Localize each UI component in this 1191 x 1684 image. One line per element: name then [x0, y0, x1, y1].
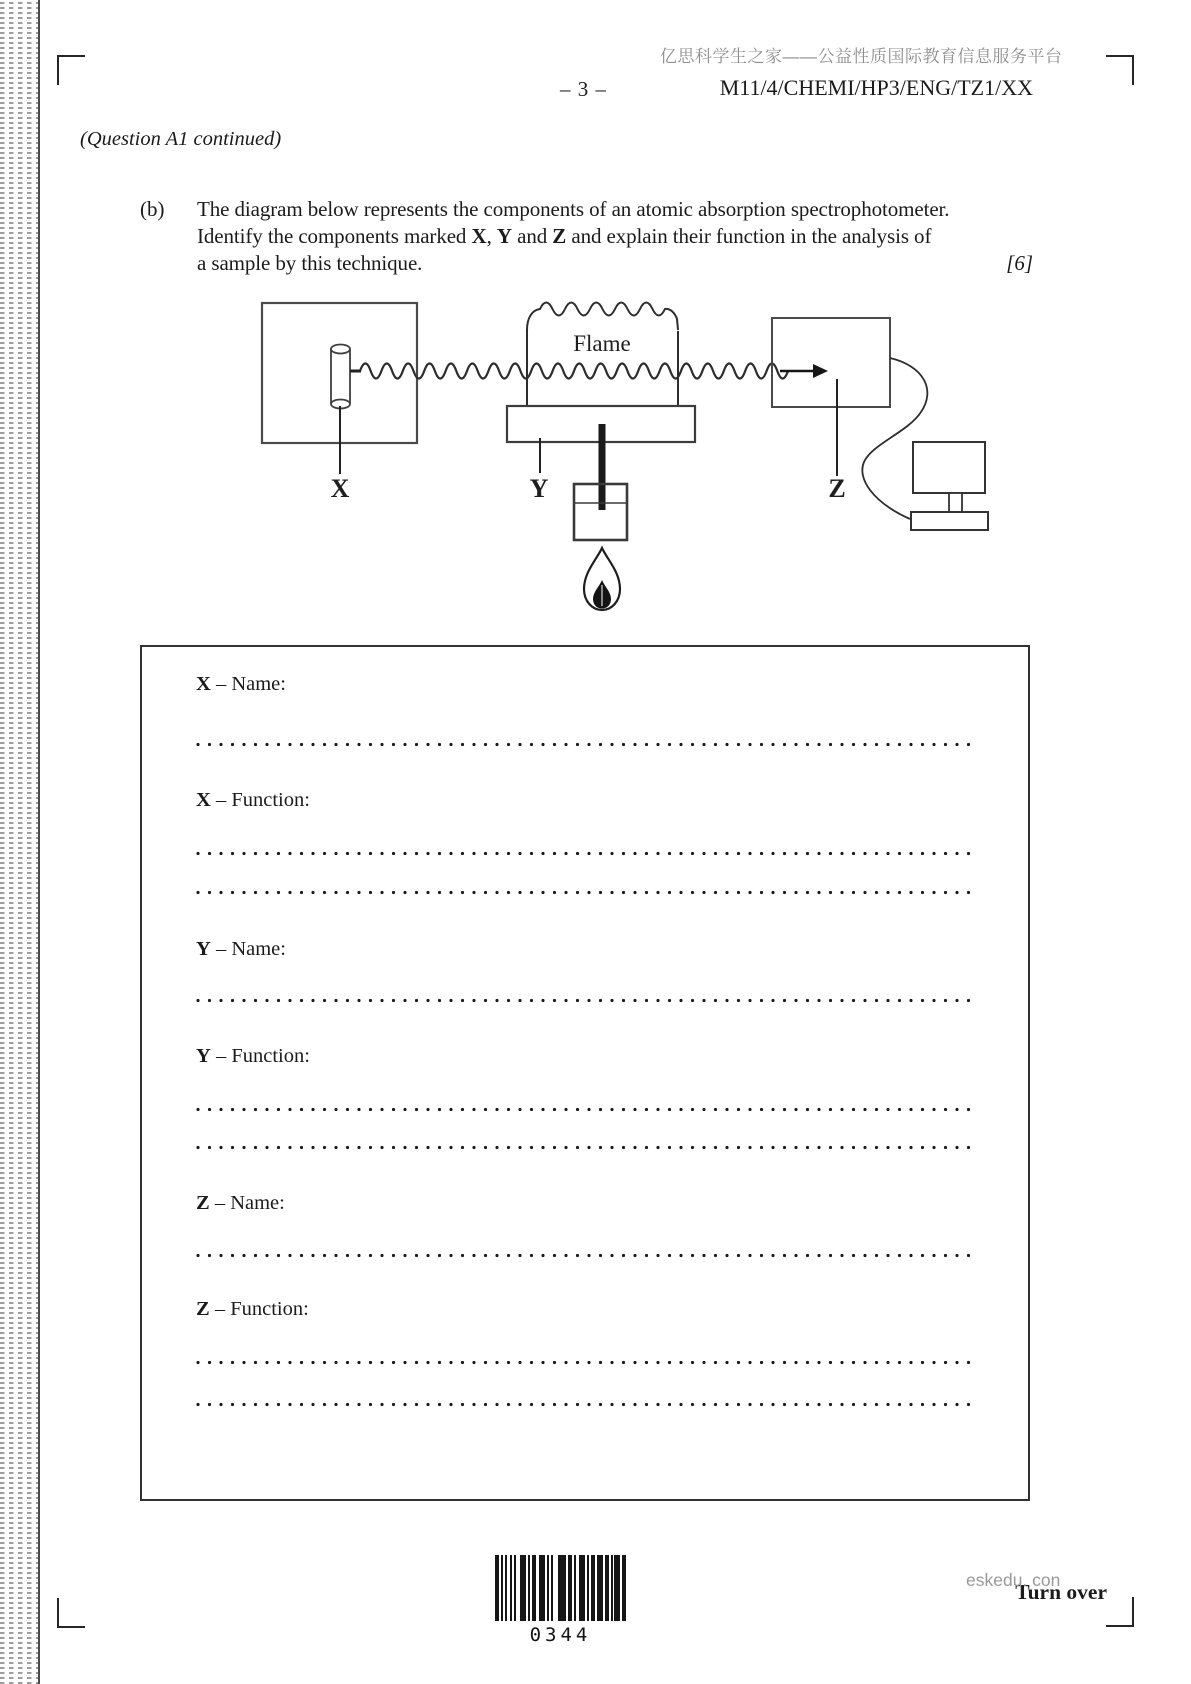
- dotted-answer-line: [196, 890, 974, 895]
- answer-label-text: – Name:: [209, 1192, 285, 1214]
- question-text-line3: a sample by this technique.: [197, 251, 423, 275]
- answer-label-text: – Function:: [210, 789, 310, 811]
- answer-label-text: – Name:: [210, 673, 286, 695]
- answer-box: [140, 645, 1030, 1501]
- dotted-answer-line: [196, 1402, 974, 1407]
- spectrophotometer-diagram: [230, 280, 1020, 620]
- flame-outline-squiggle: [527, 303, 678, 331]
- question-text-line2: Identify the components marked X, Y and Z and explain their function in the analysis of: [197, 224, 932, 248]
- burner-assembly: [507, 406, 695, 510]
- hollow-cathode-lamp-icon: [331, 345, 350, 409]
- turn-over-label: Turn over: [1015, 1580, 1107, 1604]
- answer-label-x-function: [196, 789, 310, 812]
- dotted-answer-line: [196, 1253, 974, 1258]
- lamp-housing-box: [262, 303, 417, 503]
- barcode-number: 0344: [529, 1624, 592, 1646]
- dotted-answer-line: [196, 998, 974, 1003]
- paper-code: M11/4/CHEMI/HP3/ENG/TZ1/XX: [719, 75, 1033, 100]
- flame-label: Flame: [573, 331, 631, 356]
- answer-label-text: – Name:: [210, 938, 286, 960]
- label-z: Z: [828, 474, 846, 503]
- answer-label-text: – Function:: [209, 1298, 309, 1320]
- answer-label-letter: Y: [196, 1045, 211, 1067]
- answer-label-letter: X: [196, 673, 211, 695]
- corner-mark-bottom-left: [57, 1598, 85, 1628]
- dotted-answer-line: [196, 1145, 974, 1150]
- detector-box: [772, 318, 890, 503]
- answer-label-letter: Z: [196, 1192, 210, 1214]
- corner-mark-top-left: [57, 55, 85, 85]
- light-beam-wave-icon: [360, 364, 788, 379]
- signal-cable: [862, 358, 927, 519]
- corner-mark-top-right: [1106, 55, 1134, 85]
- question-part-label: (b): [140, 197, 165, 221]
- binding-edge-texture: [0, 0, 40, 1684]
- answer-label-letter: Y: [196, 938, 211, 960]
- diagram-svg: [230, 280, 1020, 620]
- answer-label-y-function: [196, 1045, 310, 1068]
- question-continued-note: (Question A1 continued): [80, 128, 282, 150]
- label-x: X: [330, 474, 350, 503]
- answer-label-x-name: [196, 673, 286, 696]
- answer-label-text: – Function:: [210, 1045, 310, 1067]
- answer-label-letter: X: [196, 789, 211, 811]
- corner-mark-bottom-right: [1106, 1597, 1134, 1627]
- flame-region: [527, 303, 678, 407]
- flame-icon: [584, 548, 620, 610]
- beam-arrowhead-icon: [813, 364, 828, 378]
- answer-label-letter: Z: [196, 1298, 210, 1320]
- marks-badge: [6]: [1006, 251, 1033, 275]
- answer-label-z-function: [196, 1298, 309, 1321]
- dotted-answer-line: [196, 742, 974, 747]
- page-number: – 3 –: [560, 77, 607, 101]
- site-watermark-header: 亿思科学生之家——公益性质国际教育信息服务平台: [660, 47, 1063, 66]
- dotted-answer-line: [196, 1360, 974, 1365]
- dotted-answer-line: [196, 1107, 974, 1112]
- barcode: [495, 1555, 626, 1621]
- dotted-answer-line: [196, 851, 974, 856]
- answer-label-z-name: [196, 1192, 285, 1215]
- label-y: Y: [529, 474, 549, 503]
- monitor-icon: [911, 442, 988, 530]
- footer-site-watermark: eskedu. con: [966, 1570, 1061, 1590]
- answer-label-y-name: [196, 938, 286, 961]
- question-text-line1: The diagram below represents the components of an atomic absorption spectrophotometer.: [197, 197, 950, 221]
